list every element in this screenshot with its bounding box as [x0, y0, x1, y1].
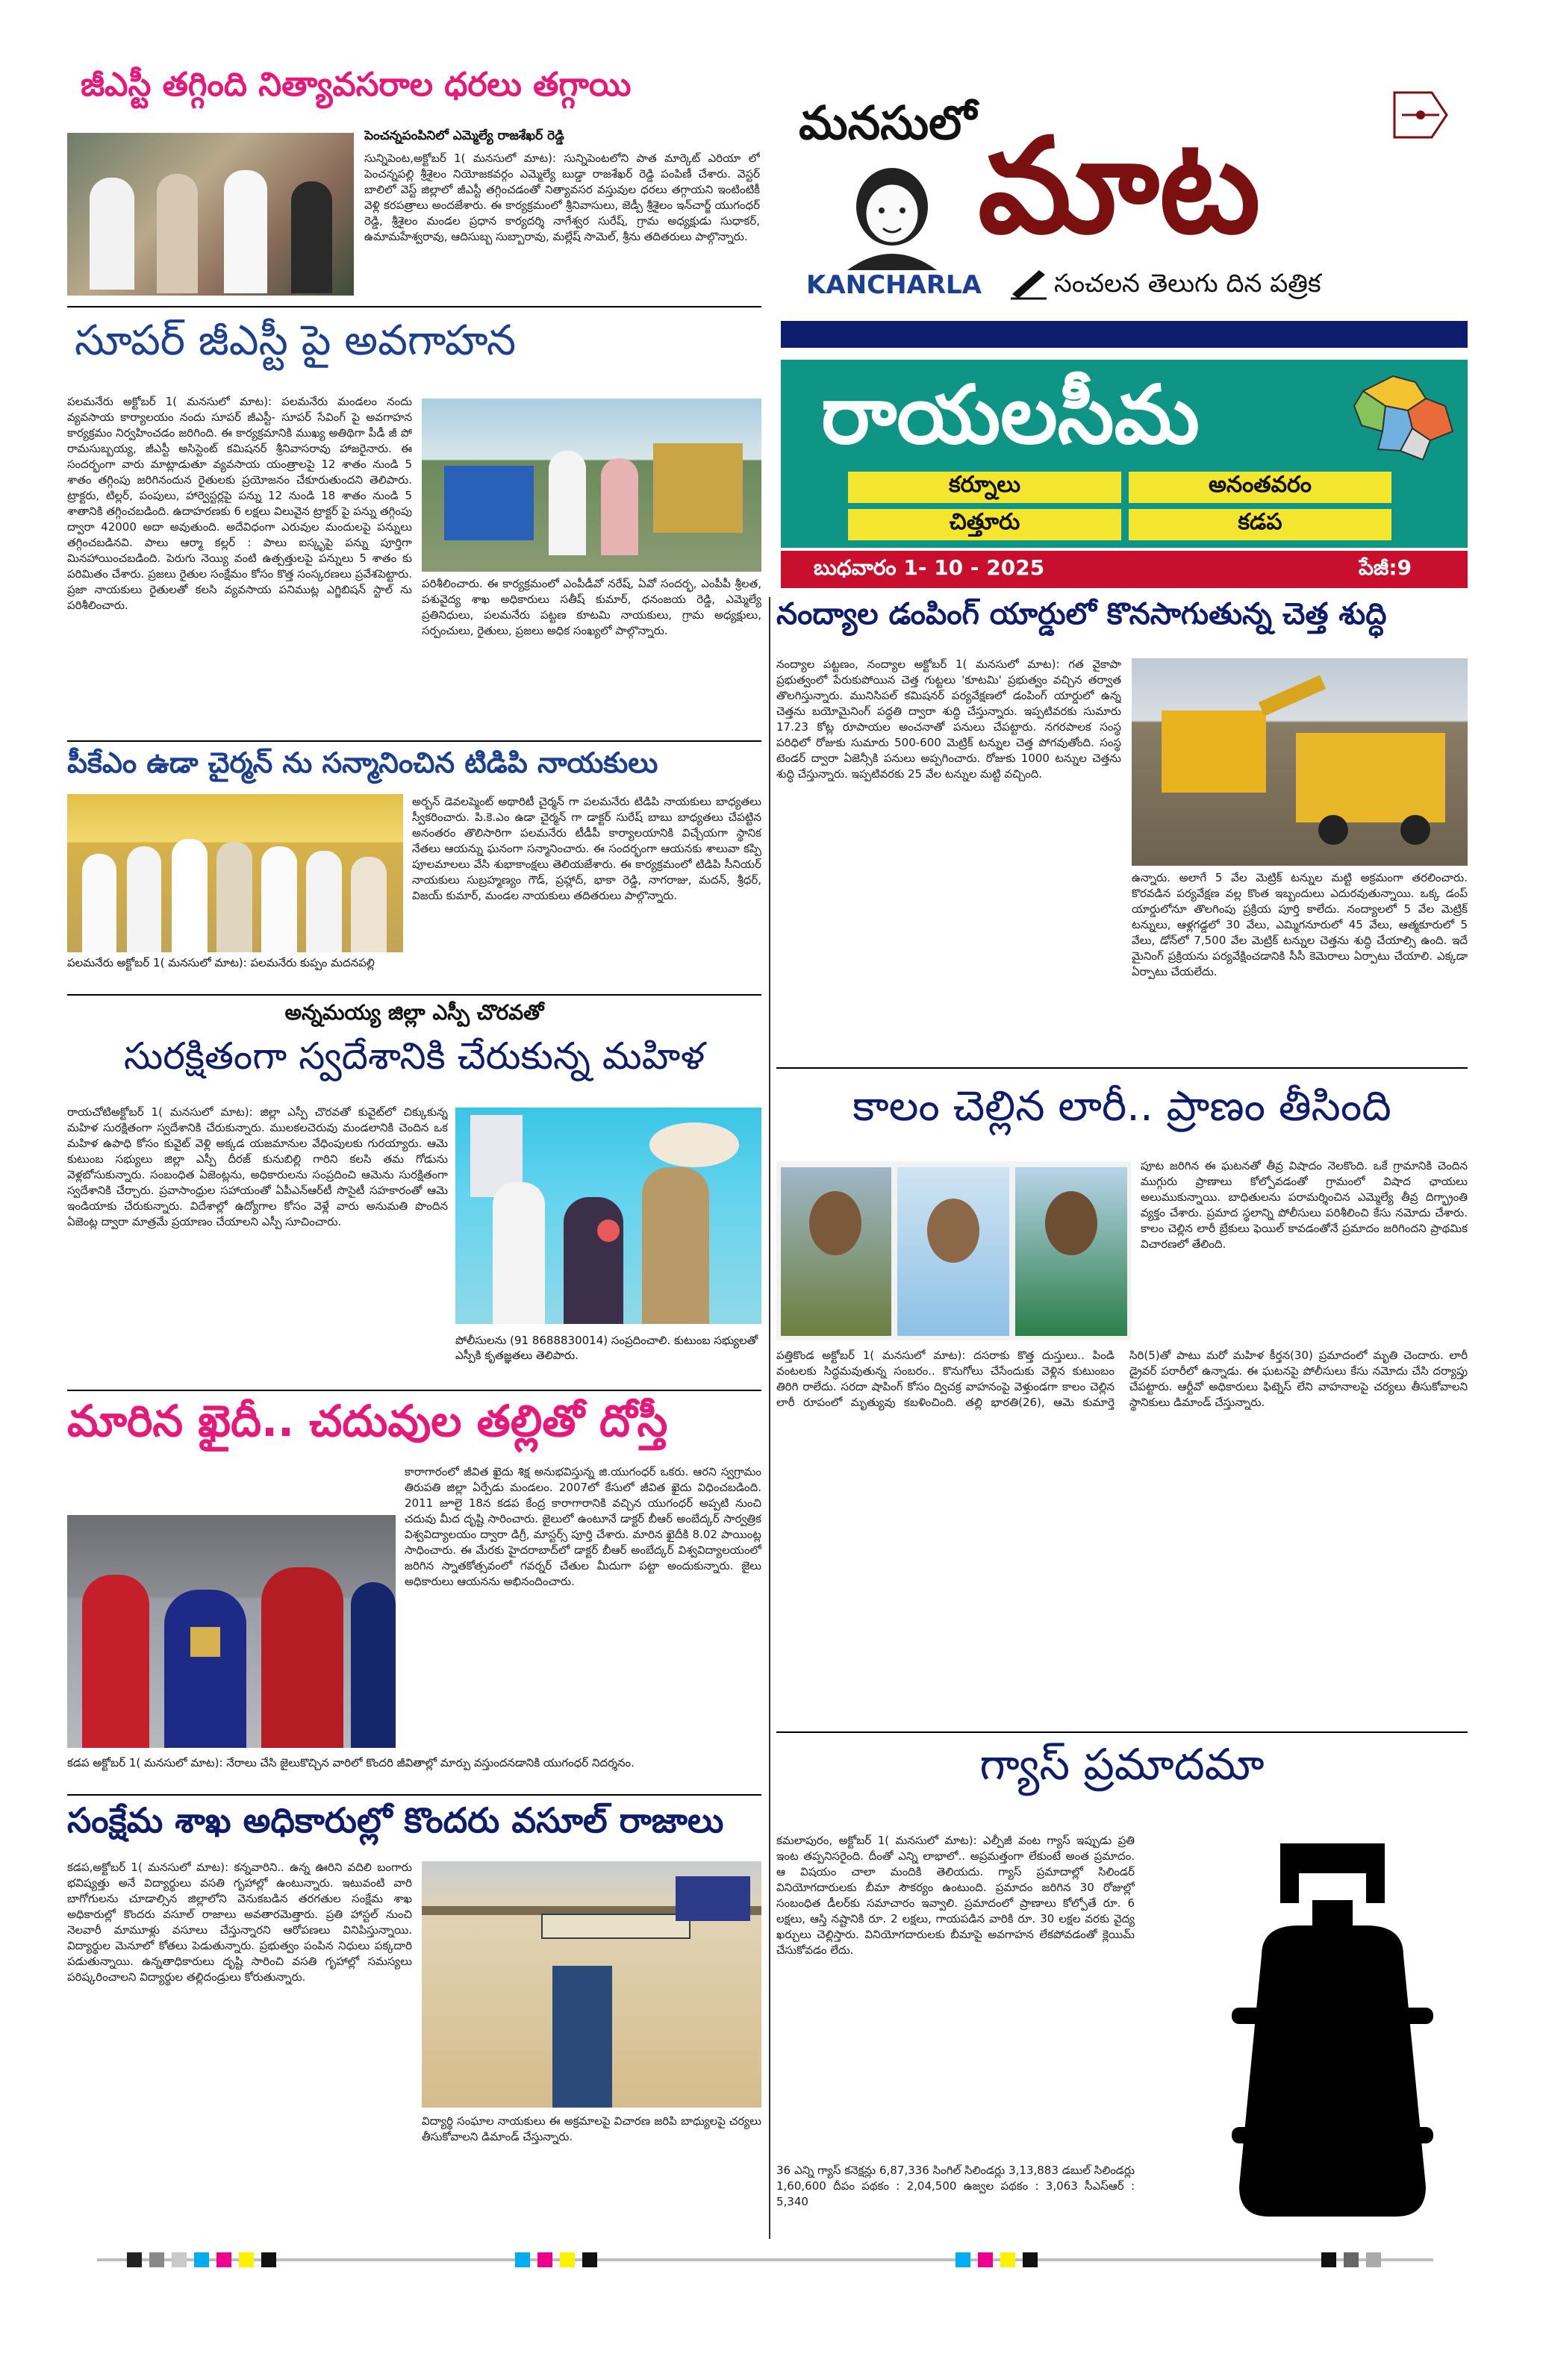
column-divider [769, 597, 770, 2239]
headline-prisoner: మారిన ఖైదీ.. చదువుల తల్లితో దోస్తీ [67, 1396, 668, 1446]
body-nandyal-right: ఉన్నారు. అలాగే 5 వేల మెట్రిక్ టన్నుల మట్టి అక్రమంగా తరలించారు. కొరవడిన పర్యవేక్షణ వల్ల కొంత ఇబ్బందులు ఎదురవుతున్నాయి. ఒక్క డంప్ యార్డులోనూ తొలగింపు ప్రక్రియ పూర్తి కాలేదు. నంద్యాలలో 5 వేల మెట్రిక్ టన్నులు, ఆళ్లగడ్డలో 30 వేలు, ఎమ్మిగనూరులో 45 వేలు, ఆత్మకూరులో 5 వేలు, డోన్‌లో 7,500 వేల మెట్రిక్ టన్నుల చెత్తను శుద్ధి చేయాల్సి ఉంది. ఇదే మైనింగ్ ప్రక్రియను పర్యవేక్షించడానికి సీసీ కెమెరాలు ఏర్పాటు చేయాలి. ఎక్కడా ఏర్పాటు చేయలేదు. [1132, 871, 1468, 978]
photo-prisoner-convocation [67, 1515, 396, 1748]
headline-lorry: కాలం చెల్లిన లారీ.. ప్రాణం తీసింది [852, 1082, 1391, 1131]
body-annamayya: రాయచోటిఅక్టోబర్ 1( మనసులో మాట): జిల్లా ఎస్పీ చొరవతో కువైట్‌లో చిక్కుకున్న మహిళ సురక్షితంగా స్వదేశానికి చేరుకున్నారు. ములకలచెరువు మండలానికి చెందిన ఒక మహిళ ఉపాధి కోసం కువైట్ వెళ్లి అక్కడ యజమానుల వేధింపులకు గురయ్యారు. ఆమె కుటుంబ సభ్యులు జిల్లా ఎస్పీ దీరజ్ కునుబిల్లి గారిని కలసి తమ గోడును వెళ్లబోసుకున్నారు. సంబంధిత ఏజెంట్లను, అధికారులను సంప్రదించి ఆమెను సురక్షితంగా స్వదేశానికి చేర్చారు. ప్రవాసాంధ్రుల సహాయంతో ఏపీఎన్‌ఆర్‌టీ సొసైటీ సహకారంతో ఆమె ఇండియాకు చేరుకున్నారు. విదేశాల్లో ఉద్యోగాల కోసం వెళ్లే వారు అనుమతి పొందిన ఏజెంట్ల ద్వారా మాత్రమే ప్రయాణం చేయాలని ఎస్పీ సూచించారు. [67, 1105, 448, 1228]
masthead-brand: KANCHARLA [806, 270, 982, 300]
page-number: పేజీ:9 [1359, 555, 1412, 580]
divider [67, 306, 761, 307]
divider [67, 740, 761, 742]
caption-pkm-chairman: పలమనేరు అక్టోబర్ 1( మనసులో మాట): పలమనేరు కుప్పం మదనపల్లి [67, 956, 375, 969]
photo-super-gst-stall [422, 399, 761, 572]
body-pkm-chairman: అర్బన్ డెవలప్మెంట్ అథారిటీ చైర్మన్ గా పలమనేరు టిడిపి నాయకులు బాధ్యతలు స్వీకరించారు. పి.కె.ఎం ఉడా చైర్మన్ గా డాక్టర్ సురేష్ బాబు బాధ్యతలు చేపట్టిన అనంతరం తొలిసారిగా పలమనేరు టీడీపీ కార్యాలయానికి విచ్చేయగా స్థానిక నేతలు ఆయన్ను ఘనంగా సన్మానించారు. ఈ సందర్భంగా ఆయనకు శాలువా కప్పి పూలమాలలు వేసి శుభాకాంక్షలు తెలియజేశారు. ఈ కార్యక్రమంలో టిడిపి సీనియర్ నాయకులు సుబ్రహ్మణ్యం గౌడ్, ప్రహ్లాద్, భాకా రెడ్డి, నాగరాజు, మదన్, శ్రీధర్, విజయ్ కుమార్, మండల నాయకులు తదితరులు పాల్గొన్నారు. [412, 795, 761, 902]
writing-hand-icon [1009, 264, 1050, 300]
print-registration-strip [97, 2252, 1433, 2267]
district-anantapur: అనంతవరం [1209, 472, 1312, 498]
gas-connection-stats: 36 ఎన్ని గ్యాస్ కనెక్షన్లు 6,87,336 సింగిల్ సిలిండర్లు 3,13,883 డబుల్ సిలిండర్లు 1,60,600 దీపం పథకం : 2,04,500 ఉజ్వల పథకం : 3,063 సీఎస్ఆర్ : 5,340 [776, 2164, 1135, 2208]
subhead-gst-prices: పెంచన్నపంపినిలో ఎమ్మెల్యే రాజశేఖర్ రెడ్డి [364, 128, 564, 143]
headline-annamayya: సురక్షితంగా స్వదేశానికి చేరుకున్న మహిళ [123, 1034, 705, 1078]
body-gst-prices: సున్నిపెంట,అక్టోబర్ 1( మనసులో మాట): సున్నిపెంటలోని పాత మార్కెట్ ఎరియా లో పెంచన్నపల్లి శ్రీశైలం నియోజకవర్గం ఎమ్మెల్యే బుడ్డా రాజశేఖర్ రెడ్డి పంపిణీ చేశారు. వెస్టర్ బాలిలో వెస్ట్ జిల్లాలో జీఎస్టీ తగ్గించడంతో నిత్యావసర వస్తువుల ధరలు తగ్గాయని ఇంటింటికీ వెళ్లి కరపత్రాలు అందజేశారు. ఈ కార్యక్రమంలో శ్రీనివాసులు, జెడ్పీ శ్రీశైలం ఇన్‌చార్జ్ యుగంధర్ రెడ్డి, శ్రీశైలం మండల ప్రధాన కార్యదర్శి నాగేశ్వర సురేష్, గ్రామ అధ్యక్షుడు సుధాకర్, ఉమామహేశ్వరావు, ఆదిసుబ్బ సుబ్బారావు, మల్లేష్ సామెల్, శ్రీను తదితరులు పాల్గొన్నారు. [364, 152, 760, 243]
gas-cylinder-icon [1209, 1836, 1456, 2224]
headline-welfare: సంక్షేమ శాఖ అధికారుల్లో కొందరు వసూల్ రాజాలు [67, 1800, 724, 1840]
district-kadapa: కడప [1238, 509, 1282, 535]
divider [776, 1067, 1468, 1069]
caption-welfare: విద్యార్థి సంఘాల నాయకులు ఈ అక్రమాలపై విచారణ జరిపి బాధ్యులపై చర్యలు తీసుకోవాలని డిమాండ్ చేస్తున్నారు. [422, 2114, 761, 2143]
body-prisoner: కారాగారంలో జీవిత ఖైదు శిక్ష అనుభవిస్తున్న జి.యుగంధర్ ఒకరు. ఆరని స్వగ్రామం తిరుపతి జిల్లా ఏర్పేడు మండలం. 2007లో కేసులో జీవిత ఖైదు విధించబడింది. 2011 జూలై 18న కడప కేంద్ర కారాగారానికి వచ్చిన యుగంధర్ అప్పటి నుంచి చదువు మీద దృష్టి సారించారు. జైలులో ఉంటూనే డాక్టర్ బీఆర్ అంబేద్కర్ సార్వత్రిక విశ్వవిద్యాలయం ద్వారా డిగ్రీ, మాస్టర్స్ పూర్తి చేశారు. మారిన ఖైదీకి 8.02 పాయింట్ల సాధించారు. ఈ మేరకు హైదరాబాద్‌లో డాక్టర్ బీఆర్ అంబేద్కర్ విశ్వవిద్యాలయంలో జరిగిన స్నాతకోత్సవంలో గవర్నర్ చేతుల మీదుగా పట్టా అందుకున్నారు. జైలు అధికారులు ఆయనను అభినందించారు. [405, 1465, 761, 1588]
body-lorry-right: పూట జరిగిన ఈ ఘటనతో తీవ్ర విషాదం నెలకొంది. ఒకే గ్రామానికి చెందిన ముగ్గురు ప్రాణాలు కోల్పోవడంతో గ్రామంలో విషాద ఛాయలు అలుముకున్నాయి. బాధితులను పరామర్శించిన ఎమ్మెల్యే తీవ్ర దిగ్భ్రాంతి వ్యక్తం చేశారు. ప్రమాద స్థలాన్ని పోలీసులు పరిశీలించి కేసు నమోదు చేశారు. కాలం చెల్లిన లారీ బ్రేకులు ఫెయిల్ కావడంతోనే ప్రమాదం జరిగిందని ప్రాథమిక విచారణలో తేలింది. [1141, 1159, 1468, 1251]
headline-nandyal: నంద్యాల డంపింగ్ యార్డులో కొనసాగుతున్న చెత్త శుద్ధి [776, 597, 1387, 631]
body-welfare: కడప,అక్టోబర్ 1( మనసులో మాట): కన్నవారిని.. ఉన్న ఊరిని వదిలి బంగారు భవిష్యత్తు అనే విద్యార్థులు వసతి గృహాల్లో ఉంటున్నారు. ఇటువంటి వారి బాగోగులను చూడాల్సిన జిల్లాలోని వెనుకబడిన తరగతుల సంక్షేమ శాఖ అధికారుల్లో కొందరు వసూల్ రాజాలు అవతారమెత్తారు. ప్రతి హాస్టల్ నుంచి నెలవారీ మామూళ్లు వసూలు చేస్తున్నారని ఆరోపణలు వినిపిస్తున్నాయి. విద్యార్థుల మెనూలో కోతలు పెడుతున్నారు. ప్రభుత్వం పంపిన నిధులు పక్కదారి పడుతున్నాయి. ఉన్నతాధికారులు దృష్టి సారించి వసతి గృహాల్లో సమస్యలు పరిష్కరించాలని విద్యార్థుల తల్లిదండ్రులు కోరుతున్నారు. [67, 1861, 412, 1984]
masthead-portrait [817, 166, 967, 270]
caption-super-gst: పరిశీలించారు. ఈ కార్యక్రమంలో ఎంపీడీవో నరేష్, ఏవో సందర్భ, ఎంపీపీ శ్రీలత, పశువైద్య శాఖ అధికారులు సతీష్ కుమార్, ధనంజయ రెడ్డి, ఎమ్మెల్యే ప్రతినిధులు, పలమనేరు పట్టణ కూటమి నాయకులు, గ్రామ అధ్యక్షులు, సర్పంచులు, రైతులు, ప్రజలు అధిక సంఖ్యలో పాల్గొన్నారు. [422, 577, 761, 637]
rayalaseema-map-icon [1348, 369, 1460, 464]
headline-gst-prices: జీఎస్టీ తగ్గింది నిత్యావసరాల ధరలు తగ్గాయి [81, 66, 632, 104]
body-gas: కమలాపురం, అక్టోబర్ 1( మనసులో మాట): ఎల్పీజీ వంట గ్యాస్ ఇప్పుడు ప్రతి ఇంట తప్పనిసరైంది. దీంతో ఎన్ని లాభాలో.. అప్రమత్తంగా లేకుంటే అంత ప్రమాదం. ఆ విషయం చాలా మందికి తెలియదు. గ్యాస్ ప్రమాదాల్లో సిలిండర్ వినియోగదారులకు బీమా సౌకర్యం ఉంటుంది. ప్రమాదం జరిగిన 30 రోజుల్లో సంబంధిత డీలర్‌కు సమాచారం ఇవ్వాలి. ప్రమాదంలో ప్రాణాలు కోల్పోతే రూ. 6 లక్షలు, ఆస్తి నష్టానికి రూ. 2 లక్షలు, గాయపడిన వారికి రూ. 30 లక్షల వరకు వైద్య ఖర్చులు చెల్లిస్తారు. వినియోగదారులకు బీమాపై అవగాహన లేకపోవడంతో క్లెయిమ్ చేసుకోవడం లేదు. [776, 1834, 1135, 1957]
headline-super-gst: సూపర్ జీఎస్టీ పై అవగాహన [75, 316, 517, 365]
photo-gst-shop [67, 133, 354, 296]
caption-prisoner: కడప అక్టోబర్ 1( మనసులో మాట): నేరాలు చేసి జైలుకొచ్చిన వారిలో కొందరి జీవితాల్లో మార్పు వస్తుందనడానికి యుగంధర్ నిదర్శనం. [67, 1756, 635, 1770]
issue-date: బుధవారం 1- 10 - 2025 [814, 555, 1045, 580]
body-lorry-left: పత్తికొండ అక్టోబర్ 1( మనసులో మాట): దసరాకు కొత్త దుస్తులు.. పిండి వంటలకు సిద్ధమవుతున్న సంబరం.. కొనుగోలు చేసేందుకు వెళ్లిన కుటుంబం తిరిగి రాలేదు. సరదా షాపింగ్ కోసం ద్విచక్ర వాహనంపై వెళ్తుండగా కాలం చెల్లిన లారీ రూపంలో మృత్యువు కబళించింది. తల్లి భారతి(26), ఆమె కుమార్తె సిరి(5)తో పాటు మరో మహిళ కీర్తన(30) ప్రమాదంలో మృతి చెందారు. లారీ డ్రైవర్ పరారీలో ఉన్నాడు. ఈ ఘటనపై పోలీసులు కేసు నమోదు చేసి దర్యాప్తు చేపట్టారు. ఆర్టీవో అధికారులు ఫిట్నెస్ లేని వాహనాలపై చర్యలు తీసుకోవాలని స్థానికులు డిమాండ్ చేస్తున్నారు. [776, 1349, 1468, 1409]
photo-dumping-yard [1132, 658, 1468, 866]
district-chittoor: చిత్తూరు [949, 509, 1020, 535]
headline-gas: గ్యాస్ ప్రమాదమా [979, 1739, 1265, 1790]
divider [776, 1731, 1468, 1733]
masthead-tagline: సంచలన తెలుగు దిన పత్రిక [1054, 269, 1321, 299]
body-nandyal-left: నంద్యాల పట్టణం, నంద్యాల అక్టోబర్ 1( మనసులో మాట): గత వైకాపా ప్రభుత్వంలో పేరుకుపోయిన చెత్త గుట్టలు 'కూటమి' ప్రభుత్వం వచ్చిన తర్వాత తొలగిస్తున్నారు. మునిసిపల్ కమిషనర్ పర్యవేక్షణలో డంపింగ్ యార్డులో ఉన్న చెత్తను బయోమైనింగ్ పద్ధతి ద్వారా శుద్ధి చేస్తున్నారు. ఇప్పటివరకు సుమారు 17.23 కోట్ల రూపాయల అంచనాతో పనులు చేపట్టారు. నగరపాలక సంస్థ పరిధిలో రోజుకు సుమారు 500-600 మెట్రిక్ టన్నుల చెత్త పోగవుతోంది. సంస్థ టెండర్ ద్వారా ఏజెన్సీకి పనులు అప్పగించారు. రోజుకు 1000 టన్నుల చెత్తను శుద్ధి చేస్తున్నారు. ఇప్పటివరకు 25 వేల టన్నుల మట్టి వచ్చింది. [776, 658, 1121, 781]
divider [67, 1794, 761, 1796]
photo-pkm-felicitation [67, 794, 403, 952]
masthead-prefix: మనసులో [799, 96, 976, 150]
headline-pkm-chairman: పీకేఎం ఉడా చైర్మన్ ను సన్మానించిన టిడిపి నాయకులు [67, 746, 658, 779]
divider [67, 994, 761, 996]
photo-sp-handover [455, 1108, 761, 1324]
district-kurnool: కర్నూలు [948, 472, 1021, 498]
body-super-gst: పలమనేరు అక్టోబర్ 1( మనసులో మాట): పలమనేరు మండలం నందు వ్యవసాయ కార్యాలయం నందు సూపర్ జీఎస్టీ- సూపర్ సేవింగ్ పై అవగాహన కార్యక్రమం నిర్వహించడం జరిగింది. ఈ కార్యక్రమానికి ముఖ్య అతిథిగా పీడీ జీ పో రామసుబ్బయ్య, జీఎస్టీ అసిస్టెంట్ కమిషనర్ శ్రీనివాసరావు హాజరైనారు. ఈ సందర్భంగా వారు మాట్లాడుతూ వ్యవసాయ యంత్రాలపై 12 శాతం నుండి 5 శాతం తగ్గింపు జరిగినందున రైతులకు ప్రయోజనం చేకూరుతుందని తెలిపారు. ట్రాక్టరు, టిల్లర్, పంపులు, హార్వెస్టర్లపై పన్ను 12 నుండి 18 శాతం నుండి 5 శాతానికి తగ్గించబడింది. ఉదాహరణకు 6 లక్షలు విలువైన ట్రాక్టర్ పై పన్ను తగ్గింపు ద్వారా 42000 అదా అవుతుంది. అదేవిధంగా ఎరువుల మందులపై పన్నులు తగ్గించబడినవి. పాలు ఆర్మా కల్లర్ : పాలు ఐస్కృపై పన్ను పూర్తిగా మినహాయించబడింది. పెరుగు నెయ్యి వంటి ఉత్పత్తులపై పన్నులు 5 శాతం కు పరిమితం చేశారు. ప్రజలు రైతుల సంక్షేమం కోసం కొత్త సంస్కరణలు ప్రవేశపెట్టారు. ప్రజా నాయకులు రైతులతో కలసి వ్యవసాయ పనిముట్ల ఎగ్జిబిషన్ స్టాల్ ను పరిశీలించారు. [67, 395, 412, 612]
masthead-bar [781, 321, 1468, 348]
photo-lorry-victims [776, 1161, 1131, 1340]
edition-title: రాయలసీమ [821, 369, 1200, 462]
masthead-title: మాట [978, 112, 1261, 263]
caption-annamayya: పోలీసులను (91 8688830014) సంప్రదించాలి. కుటుంబ సభ్యులతో ఎస్పీకి కృతజ్ఞతలు తెలిపారు. [455, 1334, 758, 1362]
photo-welfare-hostel [422, 1861, 761, 2108]
kicker-annamayya: అన్నమయ్య జిల్లా ఎస్పీ చొరవతో [284, 1000, 544, 1025]
divider [67, 1390, 761, 1391]
